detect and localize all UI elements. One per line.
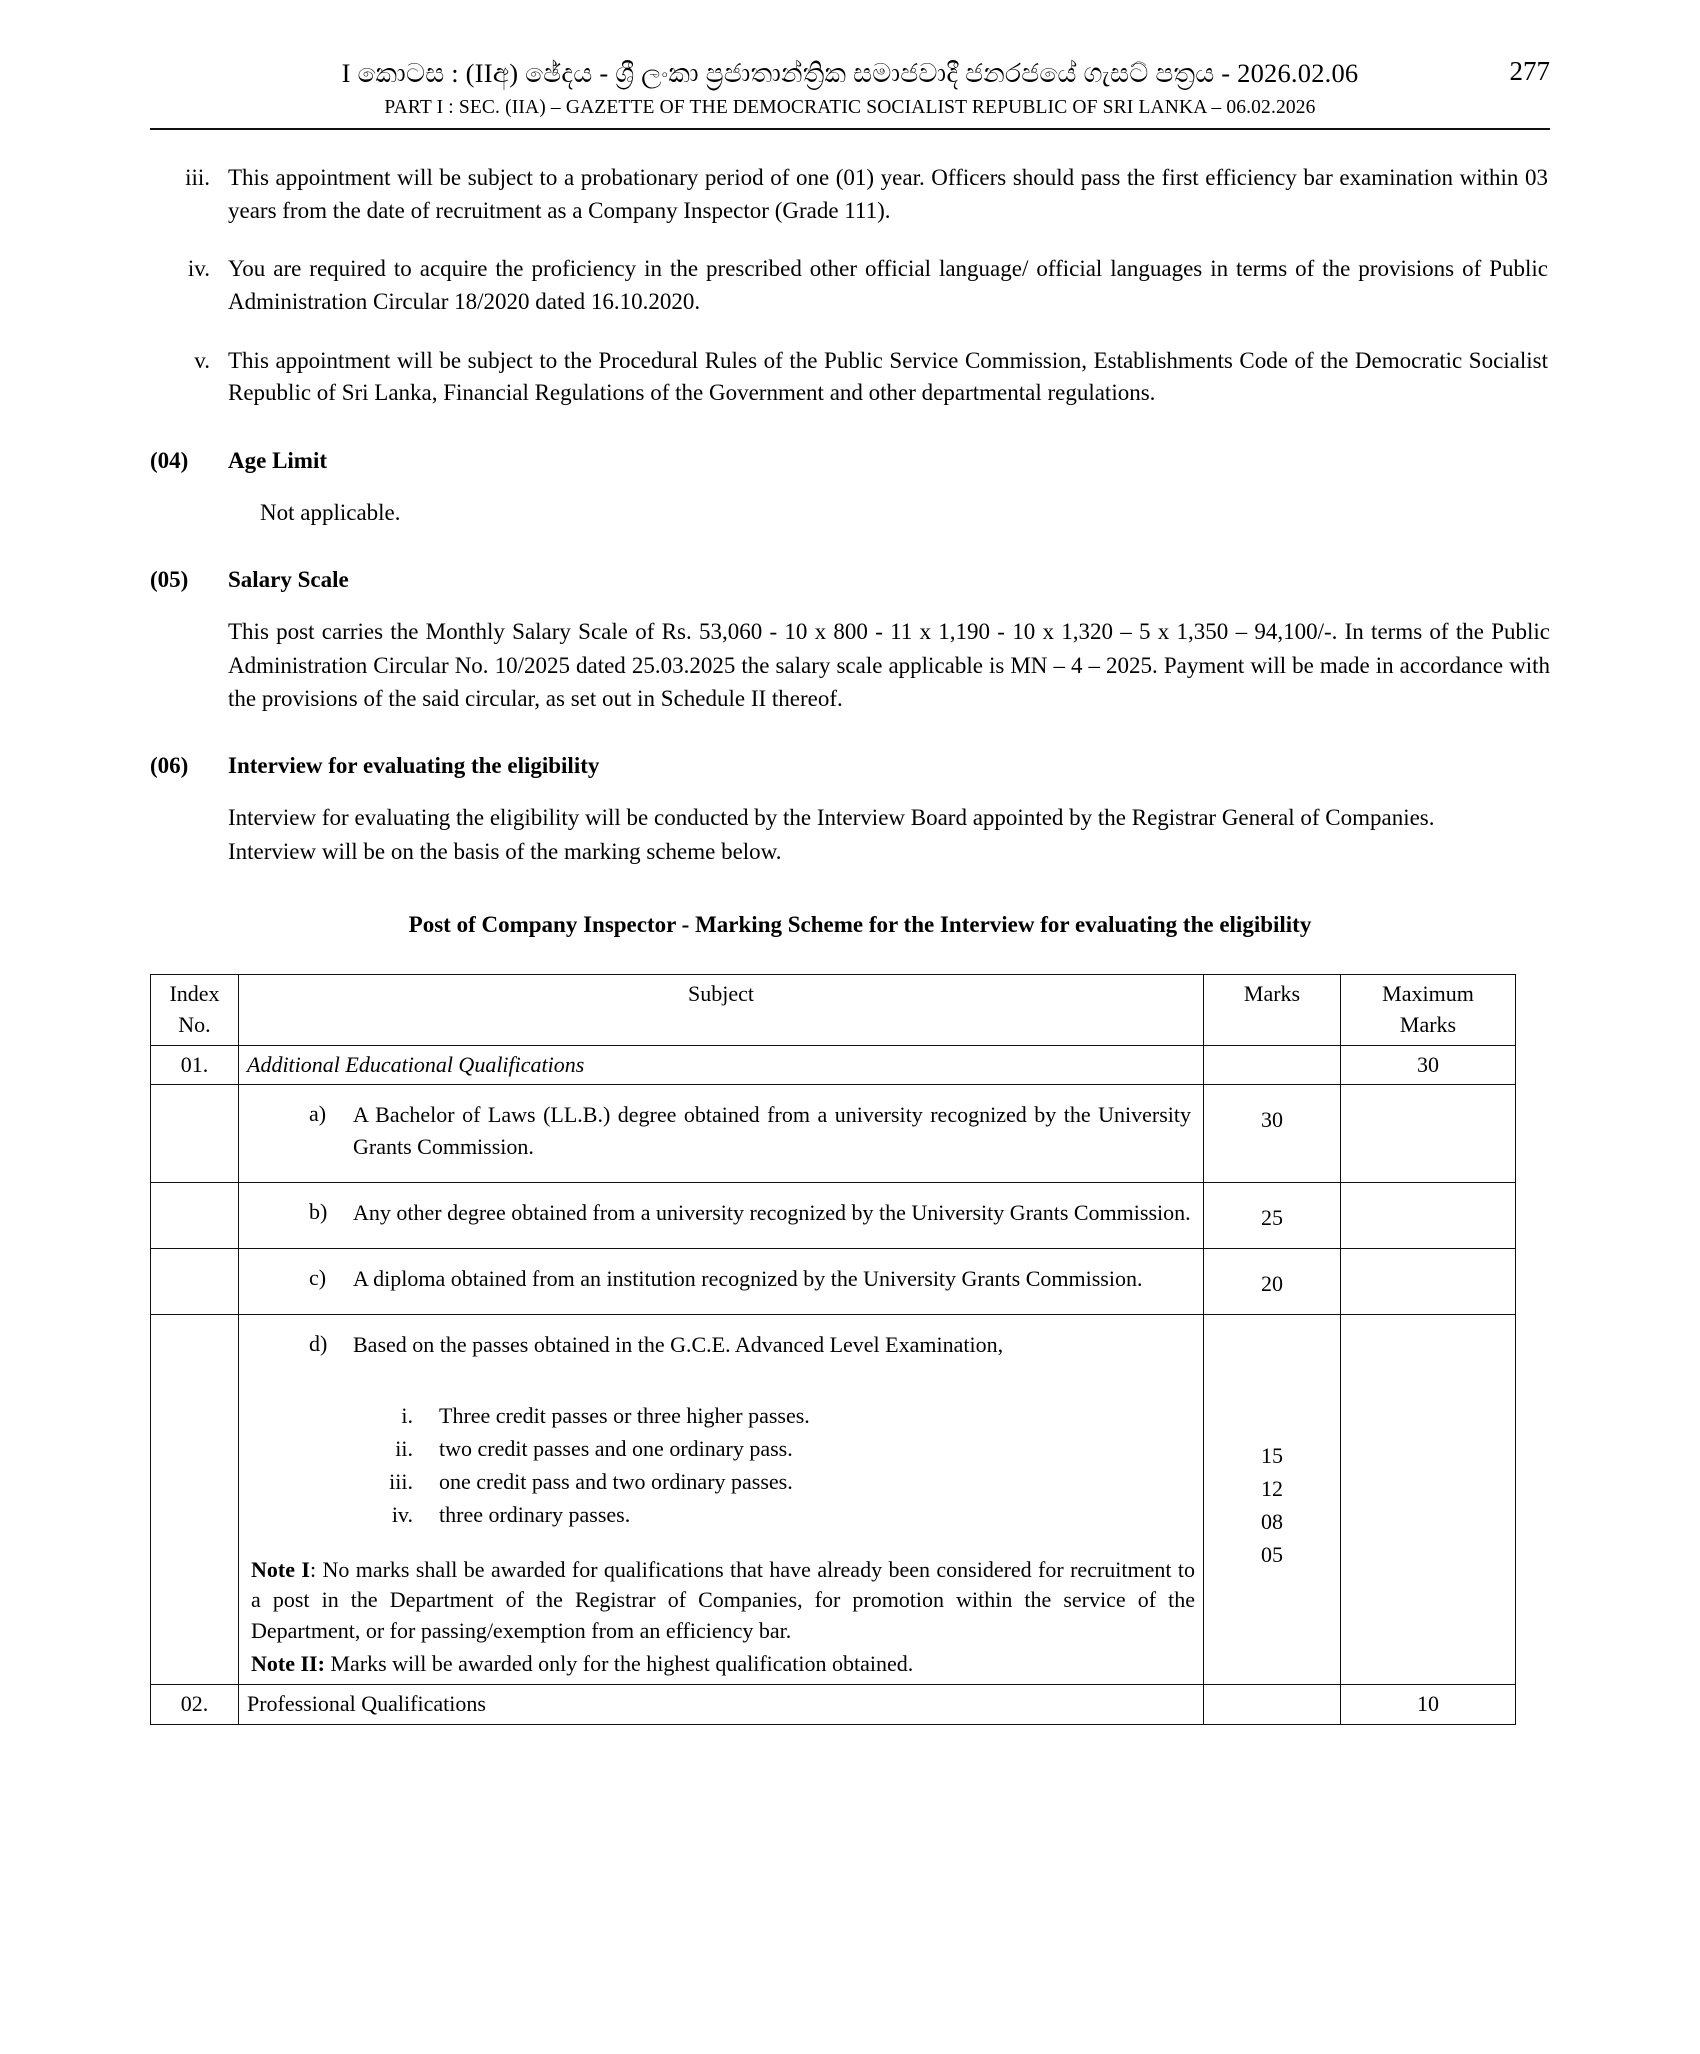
list-item-marker: v. bbox=[194, 347, 210, 373]
marks-value: 12 bbox=[1261, 1476, 1283, 1502]
marks-value: 15 bbox=[1261, 1443, 1283, 1469]
row-marks: 30 bbox=[1204, 1085, 1341, 1182]
row-index bbox=[151, 1085, 239, 1182]
sub-item-text: A Bachelor of Laws (LL.B.) degree obtained from a university recognized by the University Grants Commission. bbox=[353, 1102, 1191, 1159]
note-one-label: Note I bbox=[251, 1556, 310, 1582]
sub-item-spacer bbox=[247, 1377, 1195, 1399]
sub-item-letter: d) bbox=[309, 1331, 328, 1357]
note-one bbox=[251, 1555, 1195, 1647]
header-english-title: PART I : SEC. (IIA) – GAZETTE OF THE DEMOCRATIC SOCIALIST REPUBLIC OF SRI LANKA – 06.02.2026 bbox=[384, 97, 1316, 118]
row-index bbox=[151, 1249, 239, 1315]
list-item-text: You are required to acquire the proficiency in the prescribed other official language/ official languages in terms of the provisions of Public Administration Circular 18/2020 dated 16.10.2020. bbox=[228, 256, 1548, 314]
interview-paragraph-1: Interview for evaluating the eligibility will be conducted by the Interview Board appointed by the Registrar General of Companies. bbox=[228, 805, 1435, 831]
list-item-marker: iii. bbox=[185, 165, 210, 190]
row-maximum-marks bbox=[1341, 1315, 1516, 1684]
note-one-text: : No marks shall be awarded for qualifications that have already been considered for recruitment to a post in the Department of the Registrar of Companies, for promotion within the service of the Department, or for passing/exemption from an efficiency bar. bbox=[251, 1556, 1195, 1644]
sub-item-text: Any other degree obtained from a university recognized by the University Grants Commission. bbox=[353, 1199, 1191, 1225]
sub-item-letter: b) bbox=[309, 1198, 328, 1224]
column-header-marks: Marks bbox=[1204, 975, 1341, 1046]
section-title: Interview for evaluating the eligibility bbox=[228, 753, 600, 779]
sub-item-roman bbox=[247, 1399, 1195, 1432]
column-header-maximum-line1: Maximum bbox=[1382, 981, 1474, 1006]
note-two bbox=[251, 1649, 1195, 1680]
section-body: Not applicable. bbox=[260, 499, 401, 525]
row-maximum-marks bbox=[1341, 1249, 1516, 1315]
row-maximum-marks: 30 bbox=[1341, 1045, 1516, 1085]
table-row bbox=[151, 1315, 1516, 1684]
marks-value: 08 bbox=[1261, 1509, 1283, 1535]
row-maximum-marks bbox=[1341, 1182, 1516, 1248]
section-heading bbox=[150, 567, 1550, 593]
section-number: (04) bbox=[150, 447, 189, 473]
marking-scheme-title: Post of Company Inspector - Marking Scheme for the Interview for evaluating the eligibility bbox=[408, 912, 1312, 937]
sub-item bbox=[247, 1319, 1195, 1376]
marks-value: 05 bbox=[1261, 1542, 1283, 1568]
table-row bbox=[151, 1684, 1516, 1724]
sub-item-letter: a) bbox=[309, 1101, 327, 1127]
column-header-subject: Subject bbox=[239, 975, 1204, 1046]
table-row bbox=[151, 1045, 1516, 1085]
page-header bbox=[150, 58, 1550, 136]
sub-item-roman bbox=[247, 1465, 1195, 1498]
row-marks: 25 bbox=[1204, 1182, 1341, 1248]
sub-item-roman-text: two credit passes and one ordinary pass. bbox=[439, 1435, 793, 1461]
row-subject bbox=[239, 1315, 1204, 1684]
sub-item-roman-text: one credit pass and two ordinary passes. bbox=[439, 1468, 793, 1494]
column-header-maximum-marks bbox=[1341, 975, 1516, 1046]
row-subject bbox=[239, 1249, 1204, 1315]
marks-stack bbox=[1212, 1319, 1332, 1571]
column-header-index-line2: No. bbox=[178, 1011, 211, 1037]
section-salary-scale bbox=[150, 567, 1550, 715]
section-title: Salary Scale bbox=[228, 567, 349, 593]
sub-item-roman-text: three ordinary passes. bbox=[439, 1501, 631, 1527]
sub-item-roman-marker: iii. bbox=[389, 1468, 413, 1494]
header-line-sinhala-row bbox=[150, 58, 1550, 90]
note-two-text: Marks will be awarded only for the highest qualification obtained. bbox=[324, 1650, 914, 1676]
marking-scheme-table bbox=[150, 974, 1516, 1725]
sub-item bbox=[247, 1187, 1195, 1244]
sub-item-roman bbox=[247, 1498, 1195, 1531]
row-maximum-marks: 10 bbox=[1341, 1684, 1516, 1724]
row-subject bbox=[239, 1182, 1204, 1248]
section-title: Age Limit bbox=[228, 447, 328, 473]
list-item bbox=[150, 253, 1550, 318]
list-item bbox=[150, 345, 1550, 410]
header-sinhala-title: I කොටස : (IIඅ) ඡේදය - ශ්‍රී ලංකා ප්‍රජාතාන්ත්‍රික සමාජවාදී ජනරජයේ ගැසට් පත්‍රය - 2026.02.06 bbox=[341, 58, 1359, 88]
sub-item bbox=[247, 1089, 1195, 1177]
sub-item bbox=[247, 1253, 1195, 1310]
row-index: 02. bbox=[151, 1684, 239, 1724]
sub-item-text: Based on the passes obtained in the G.C.E. Advanced Level Examination, bbox=[353, 1332, 1004, 1358]
sub-item-roman-text: Three credit passes or three higher passes. bbox=[439, 1402, 810, 1428]
table-row bbox=[151, 1249, 1516, 1315]
section-body bbox=[228, 801, 1550, 868]
column-header-index-line1: Index bbox=[169, 981, 220, 1006]
interview-paragraph-2: Interview will be on the basis of the marking scheme below. bbox=[228, 838, 782, 864]
section-number: (06) bbox=[150, 753, 189, 779]
list-item bbox=[150, 162, 1550, 227]
section-heading bbox=[150, 448, 1550, 474]
row-category: Professional Qualifications bbox=[239, 1684, 1204, 1724]
row-marks bbox=[1204, 1684, 1341, 1724]
row-marks: 20 bbox=[1204, 1249, 1341, 1315]
list-item-marker: iv. bbox=[187, 256, 210, 282]
notes-spacer bbox=[247, 1531, 1195, 1547]
row-index bbox=[151, 1315, 239, 1684]
section-interview bbox=[150, 753, 1550, 868]
marks-stack-spacer bbox=[1212, 1319, 1332, 1439]
section-number: (05) bbox=[150, 567, 189, 593]
list-item-text: This appointment will be subject to a probationary period of one (01) year. Officers should pass the first efficiency bar examination within 03 years from the date of recruitment as a Company Inspector (Grade 111). bbox=[228, 165, 1548, 223]
header-divider bbox=[150, 128, 1550, 130]
row-subject bbox=[239, 1085, 1204, 1182]
row-maximum-marks bbox=[1341, 1085, 1516, 1182]
page-number: 277 bbox=[1509, 56, 1550, 86]
list-item-text: This appointment will be subject to the Procedural Rules of the Public Service Commission, Establishments Code of the Democratic Socialist Republic of Sri Lanka, Financial Regulations of the Government and other departmental regulations. bbox=[228, 347, 1548, 406]
column-header-maximum-line2: Marks bbox=[1399, 1011, 1457, 1037]
table-row bbox=[151, 1182, 1516, 1248]
note-two-label: Note II: bbox=[251, 1650, 325, 1676]
sub-item-letter: c) bbox=[309, 1265, 327, 1291]
row-marks bbox=[1204, 1315, 1341, 1684]
sub-item-roman-marker: ii. bbox=[395, 1435, 413, 1461]
row-marks bbox=[1204, 1045, 1341, 1085]
sub-item-roman-marker: iv. bbox=[391, 1501, 413, 1527]
section-body: This post carries the Monthly Salary Scale of Rs. 53,060 - 10 x 800 - 11 x 1,190 - 10 x 1,320 – 5 x 1,350 – 94,100/-. In terms of the Public Administration Circular No. 10/2025 dated 25.03.2025 the salary scale applicable is MN – 4 – 2025. Payment will be made in accordance with the provisions of the said circular, as set out in Schedule II thereof. bbox=[228, 619, 1550, 711]
row-index bbox=[151, 1182, 239, 1248]
table-row bbox=[151, 1085, 1516, 1182]
column-header-index bbox=[151, 975, 239, 1046]
sub-item-text: A diploma obtained from an institution recognized by the University Grants Commission. bbox=[353, 1266, 1143, 1292]
sub-item-roman bbox=[247, 1432, 1195, 1465]
section-age-limit bbox=[150, 448, 1550, 529]
notes-block bbox=[247, 1547, 1195, 1680]
row-index: 01. bbox=[151, 1045, 239, 1085]
table-header-row bbox=[151, 975, 1516, 1046]
sub-item-roman-marker: i. bbox=[401, 1402, 413, 1428]
section-heading bbox=[150, 753, 1550, 779]
row-category: Additional Educational Qualifications bbox=[239, 1045, 1204, 1085]
